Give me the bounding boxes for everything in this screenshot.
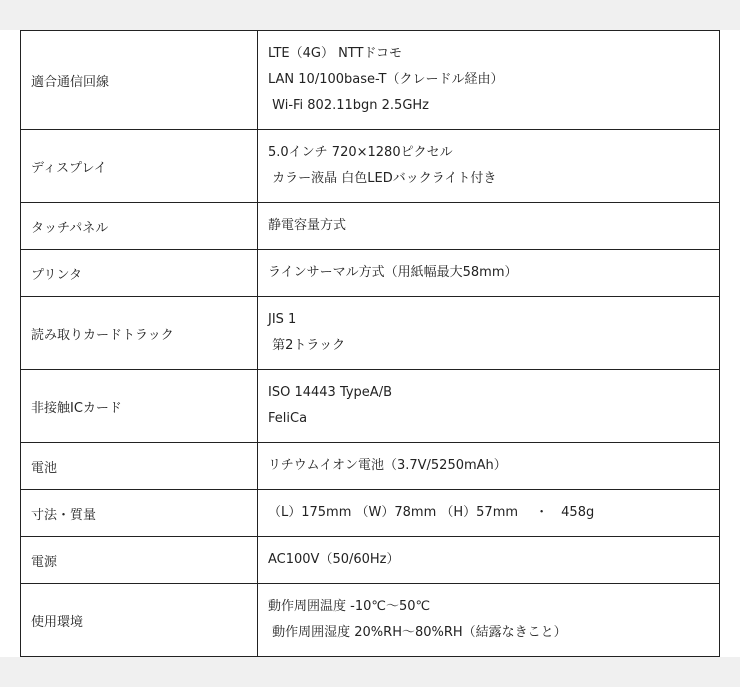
row-value (258, 297, 720, 370)
table-row (21, 537, 720, 584)
value-line: JIS 1 (268, 312, 297, 327)
row-value (258, 203, 720, 250)
table-row (21, 584, 720, 657)
value-line: カラー液晶 白色LEDバックライト付き (268, 171, 497, 186)
table-row (21, 443, 720, 490)
value-line: 5.0インチ 720×1280ピクセル (268, 145, 453, 160)
row-value (258, 130, 720, 203)
row-label: ディスプレイ (21, 130, 258, 203)
value-line: 第2トラック (268, 338, 346, 353)
value-line: FeliCa (268, 411, 308, 426)
value-line: 静電容量方式 (268, 218, 347, 233)
table-row (21, 203, 720, 250)
table-row (21, 297, 720, 370)
value-line: AC100V（50/60Hz） (268, 552, 400, 567)
row-value (258, 537, 720, 584)
row-value (258, 370, 720, 443)
row-label: プリンタ (21, 250, 258, 297)
content-area (0, 30, 740, 657)
row-label: タッチパネル (21, 203, 258, 250)
value-line: （L）175mm （W）78mm （H）57mm ・ 458g (268, 505, 595, 520)
row-value (258, 443, 720, 490)
value-line: ISO 14443 TypeA/B (268, 385, 392, 400)
value-line: ラインサーマル方式（用紙幅最大58mm） (268, 265, 518, 280)
table-row (21, 250, 720, 297)
table-row (21, 370, 720, 443)
value-line: Wi-Fi 802.11bgn 2.5GHz (268, 98, 429, 113)
value-line: リチウムイオン電池（3.7V/5250mAh） (268, 458, 507, 473)
spec-table (20, 30, 720, 657)
row-label: 読み取りカードトラック (21, 297, 258, 370)
row-label: 使用環境 (21, 584, 258, 657)
table-row (21, 130, 720, 203)
value-line: 動作周囲湿度 20%RH～80%RH（結露なきこと） (268, 625, 567, 640)
row-value (258, 31, 720, 130)
row-label: 電池 (21, 443, 258, 490)
row-label: 電源 (21, 537, 258, 584)
row-label: 寸法・質量 (21, 490, 258, 537)
row-value (258, 584, 720, 657)
row-label: 適合通信回線 (21, 31, 258, 130)
table-row (21, 31, 720, 130)
value-line: LAN 10/100base-T（クレードル経由） (268, 72, 504, 87)
table-row (21, 490, 720, 537)
value-line: LTE（4G） NTTドコモ (268, 46, 402, 61)
row-value (258, 490, 720, 537)
row-label: 非接触ICカード (21, 370, 258, 443)
row-value (258, 250, 720, 297)
value-line: 動作周囲温度 -10℃～50℃ (268, 599, 431, 614)
